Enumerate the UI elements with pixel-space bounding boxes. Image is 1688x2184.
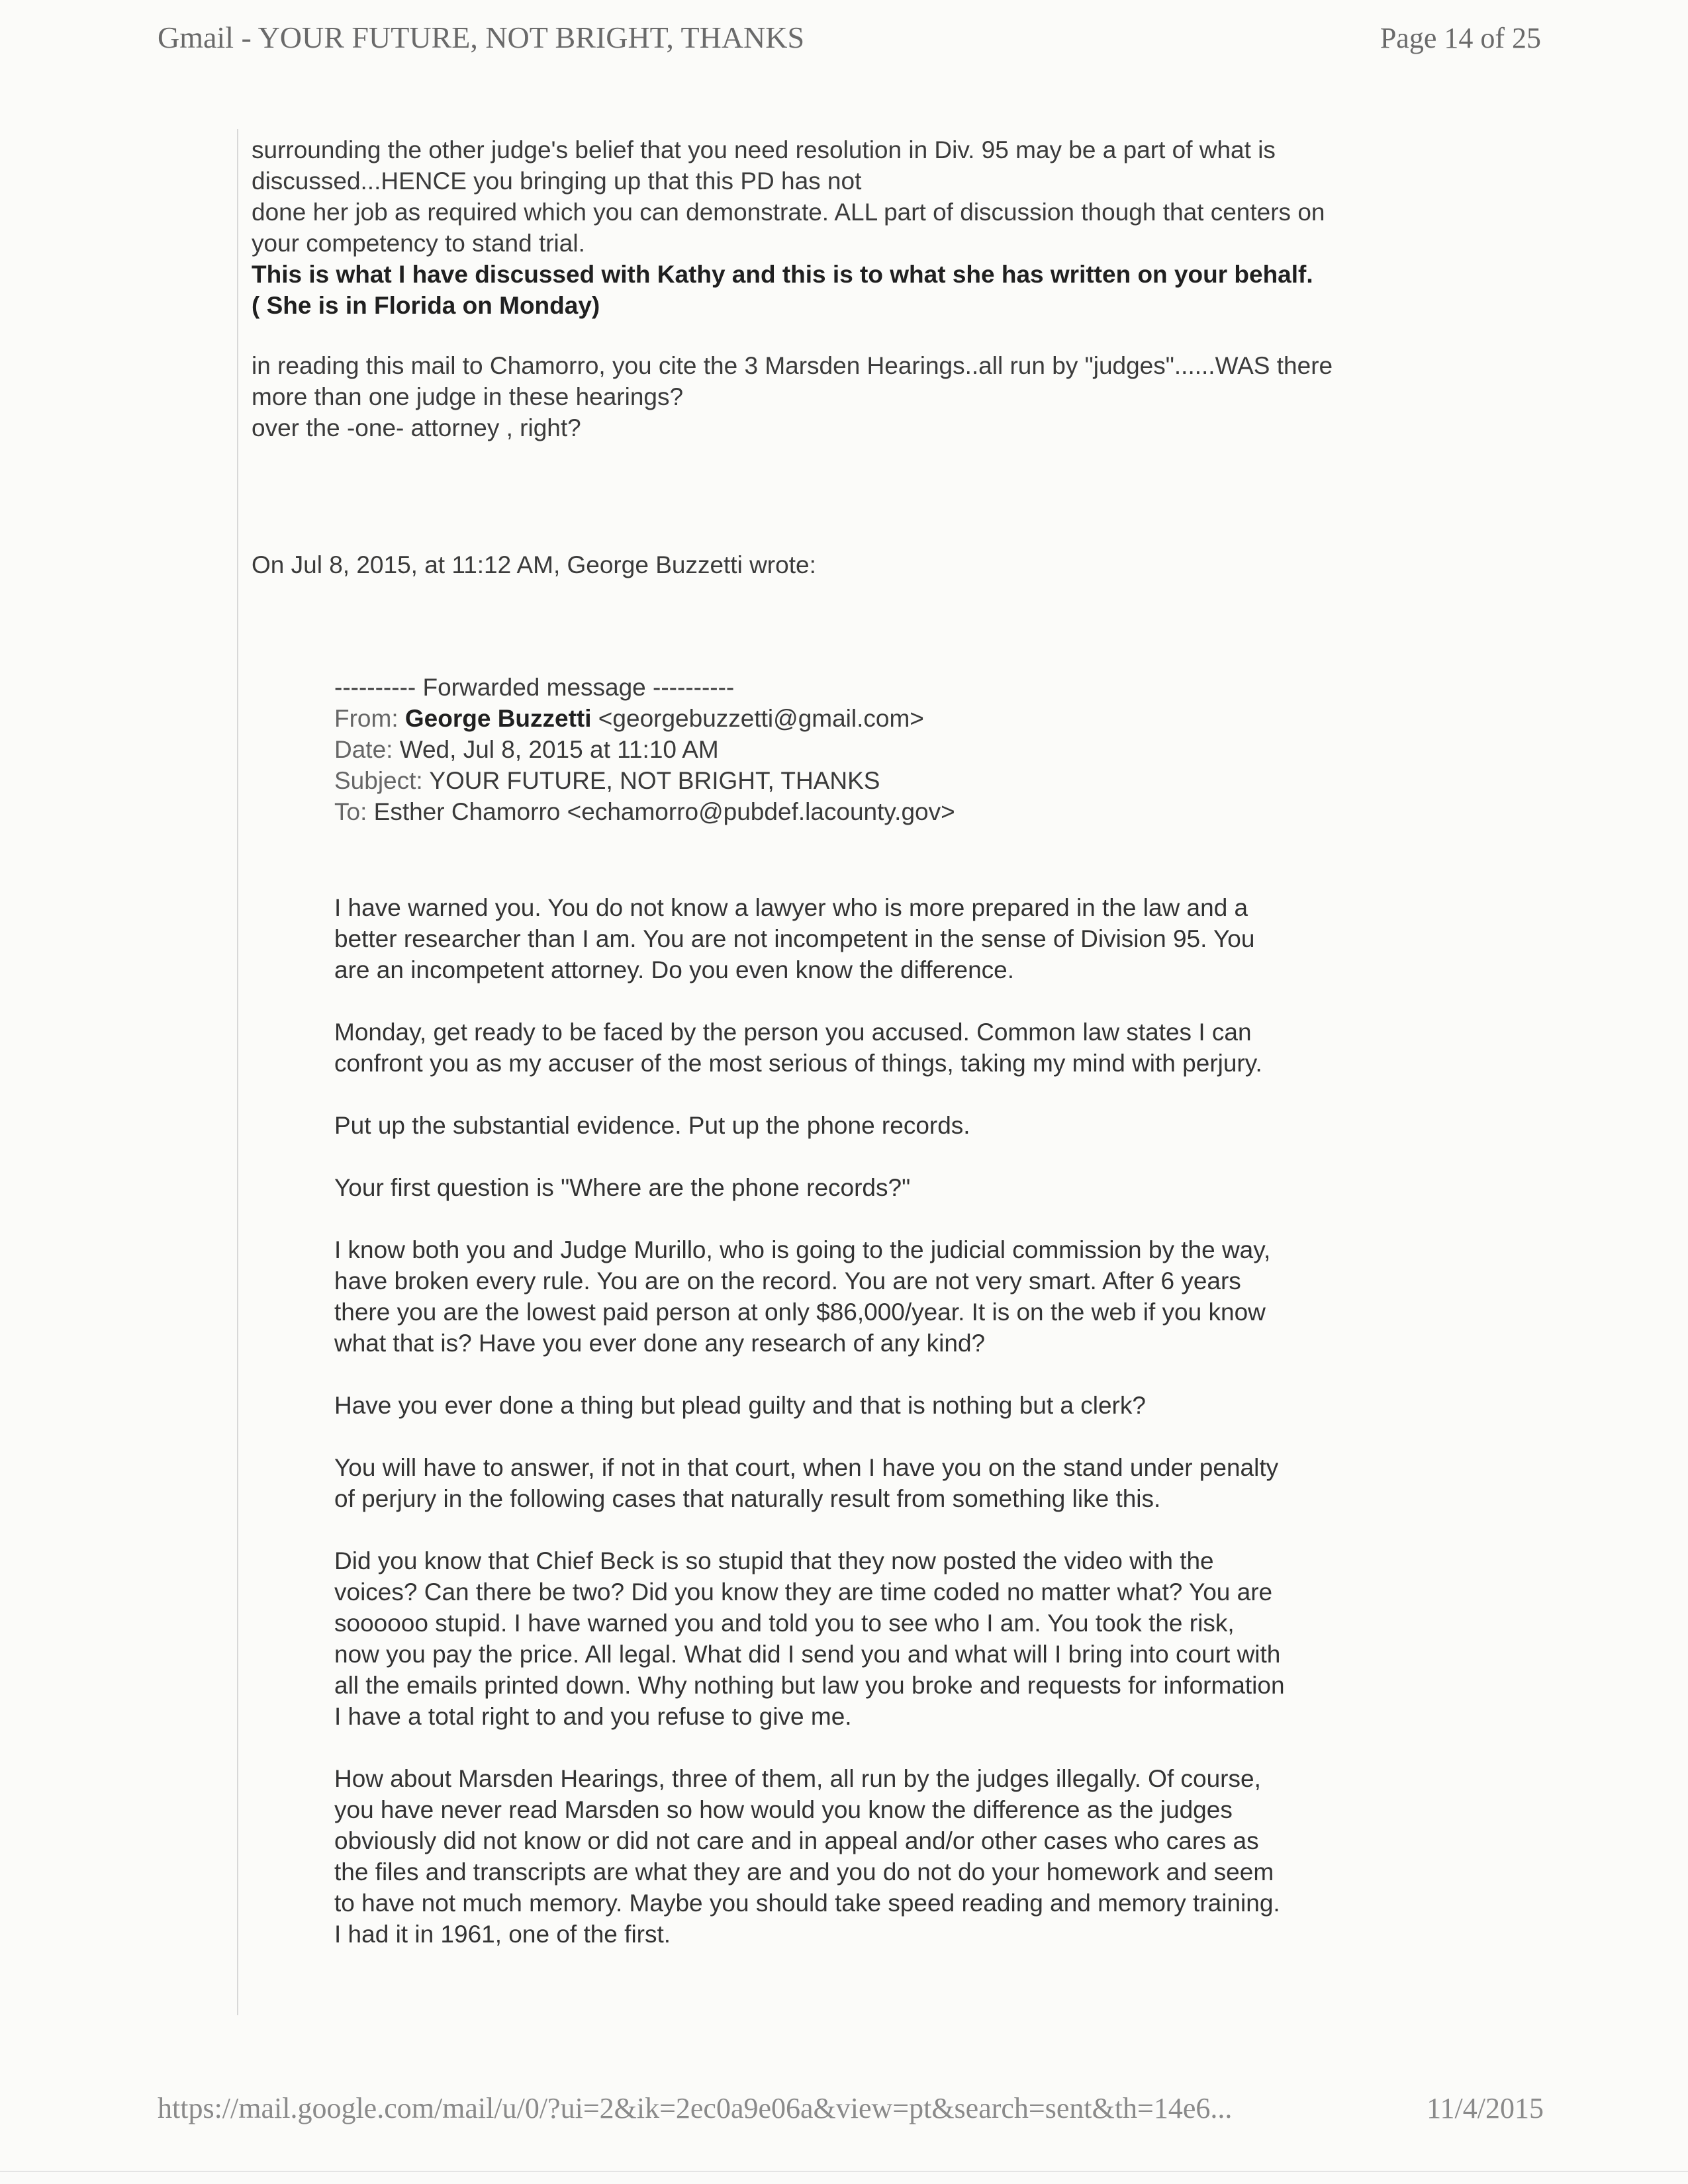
from-name: George Buzzetti [404, 705, 592, 732]
reply-bold-line: ( She is in Florida on Monday) [252, 292, 600, 319]
body-paragraph [334, 1390, 1460, 1421]
body-line: How about Marsden Hearings, three of them, all run by the judges illegally. Of course, [334, 1765, 1261, 1792]
body-line: Put up the substantial evidence. Put up the phone records. [334, 1112, 970, 1139]
body-paragraph [334, 1172, 1460, 1203]
reply-line: surrounding the other judge's belief that you need resolution in Div. 95 may be a part of what is [252, 136, 1276, 163]
body-paragraph [334, 1452, 1460, 1514]
message-body [334, 892, 1460, 1981]
body-line: You will have to answer, if not in that court, when I have you on the stand under penalty [334, 1454, 1279, 1481]
reply-line: your competency to stand trial. [252, 230, 585, 257]
body-line: to have not much memory. Maybe you should take speed reading and memory training. [334, 1889, 1280, 1917]
body-paragraph [334, 1234, 1460, 1359]
body-line: have broken every rule. You are on the record. You are not very smart. After 6 years [334, 1267, 1241, 1295]
body-paragraph [334, 1763, 1460, 1950]
body-line: Did you know that Chief Beck is so stupid that they now posted the video with the [334, 1547, 1214, 1574]
body-line: soooooo stupid. I have warned you and told you to see who I am. You took the risk, [334, 1610, 1235, 1637]
reply-block [252, 134, 1509, 443]
body-line: I have a total right to and you refuse to give me. [334, 1703, 852, 1730]
reply-line: done her job as required which you can demonstrate. ALL part of discussion though that centers on [252, 199, 1325, 226]
forwarded-header [334, 672, 1460, 827]
body-line: there you are the lowest paid person at only $86,000/year. It is on the web if you know [334, 1298, 1266, 1326]
body-line: you have never read Marsden so how would you know the difference as the judges [334, 1796, 1233, 1823]
bottom-rule [0, 2171, 1688, 2172]
reply-question-line: over the -one- attorney , right? [252, 414, 581, 441]
from-line [334, 703, 1460, 734]
to-line [334, 796, 1460, 827]
body-line: are an incompetent attorney. Do you even know the difference. [334, 956, 1015, 983]
body-line: I had it in 1961, one of the first. [334, 1921, 671, 1948]
subject-label: Subject: [334, 767, 430, 794]
reply-line: discussed...HENCE you bringing up that this PD has not [252, 167, 862, 195]
page-header-title: Gmail - YOUR FUTURE, NOT BRIGHT, THANKS [158, 21, 805, 54]
from-label: From: [334, 705, 405, 732]
body-line: I have warned you. You do not know a lawyer who is more prepared in the law and a [334, 894, 1248, 921]
forwarded-heading: ---------- Forwarded message ---------- [334, 674, 735, 701]
body-paragraph [334, 1110, 1460, 1141]
date-label: Date: [334, 736, 400, 763]
body-paragraph [334, 892, 1460, 985]
body-line: all the emails printed down. Why nothing but law you broke and requests for information [334, 1672, 1285, 1699]
body-line: the files and transcripts are what they are and you do not do your homework and seem [334, 1858, 1274, 1886]
body-line: voices? Can there be two? Did you know they are time coded no matter what? You are [334, 1578, 1273, 1606]
from-email: <georgebuzzetti@gmail.com> [591, 705, 924, 732]
body-line: Monday, get ready to be faced by the person you accused. Common law states I can [334, 1019, 1252, 1046]
date-line [334, 734, 1460, 765]
body-line: confront you as my accuser of the most serious of things, taking my mind with perjury. [334, 1050, 1262, 1077]
date-value: Wed, Jul 8, 2015 at 11:10 AM [399, 736, 719, 763]
to-value: Esther Chamorro <echamorro@pubdef.lacounty.gov> [373, 798, 955, 825]
quote-bar [237, 129, 238, 2015]
body-line: obviously did not know or did not care and in appeal and/or other cases who cares as [334, 1827, 1259, 1854]
body-paragraph [334, 1545, 1460, 1732]
wrote-attribution: On Jul 8, 2015, at 11:12 AM, George Buzzetti wrote: [252, 551, 816, 578]
body-line: better researcher than I am. You are not incompetent in the sense of Division 95. You [334, 925, 1255, 952]
to-label: To: [334, 798, 374, 825]
body-line: Your first question is "Where are the phone records?" [334, 1174, 911, 1201]
body-line: I know both you and Judge Murillo, who is going to the judicial commission by the way, [334, 1236, 1271, 1263]
body-line: now you pay the price. All legal. What did I send you and what will I bring into court with [334, 1641, 1281, 1668]
subject-value: YOUR FUTURE, NOT BRIGHT, THANKS [429, 767, 880, 794]
page-number: Page 14 of 25 [1380, 22, 1541, 54]
body-line: Have you ever done a thing but plead guilty and that is nothing but a clerk? [334, 1392, 1146, 1419]
body-line: of perjury in the following cases that naturally result from something like this. [334, 1485, 1161, 1512]
reply-question-line: more than one judge in these hearings? [252, 383, 684, 410]
footer-date: 11/4/2015 [1427, 2092, 1544, 2124]
body-line: what that is? Have you ever done any research of any kind? [334, 1330, 986, 1357]
reply-question-line: in reading this mail to Chamorro, you cite the 3 Marsden Hearings..all run by "judges"......WAS there [252, 352, 1333, 379]
body-paragraph [334, 1017, 1460, 1079]
footer-url: https://mail.google.com/mail/u/0/?ui=2&ik=2ec0a9e06a&view=pt&search=sent&th=14e6... [158, 2092, 1233, 2124]
reply-bold-line: This is what I have discussed with Kathy and this is to what she has written on your behalf. [252, 261, 1313, 288]
subject-line [334, 765, 1460, 796]
